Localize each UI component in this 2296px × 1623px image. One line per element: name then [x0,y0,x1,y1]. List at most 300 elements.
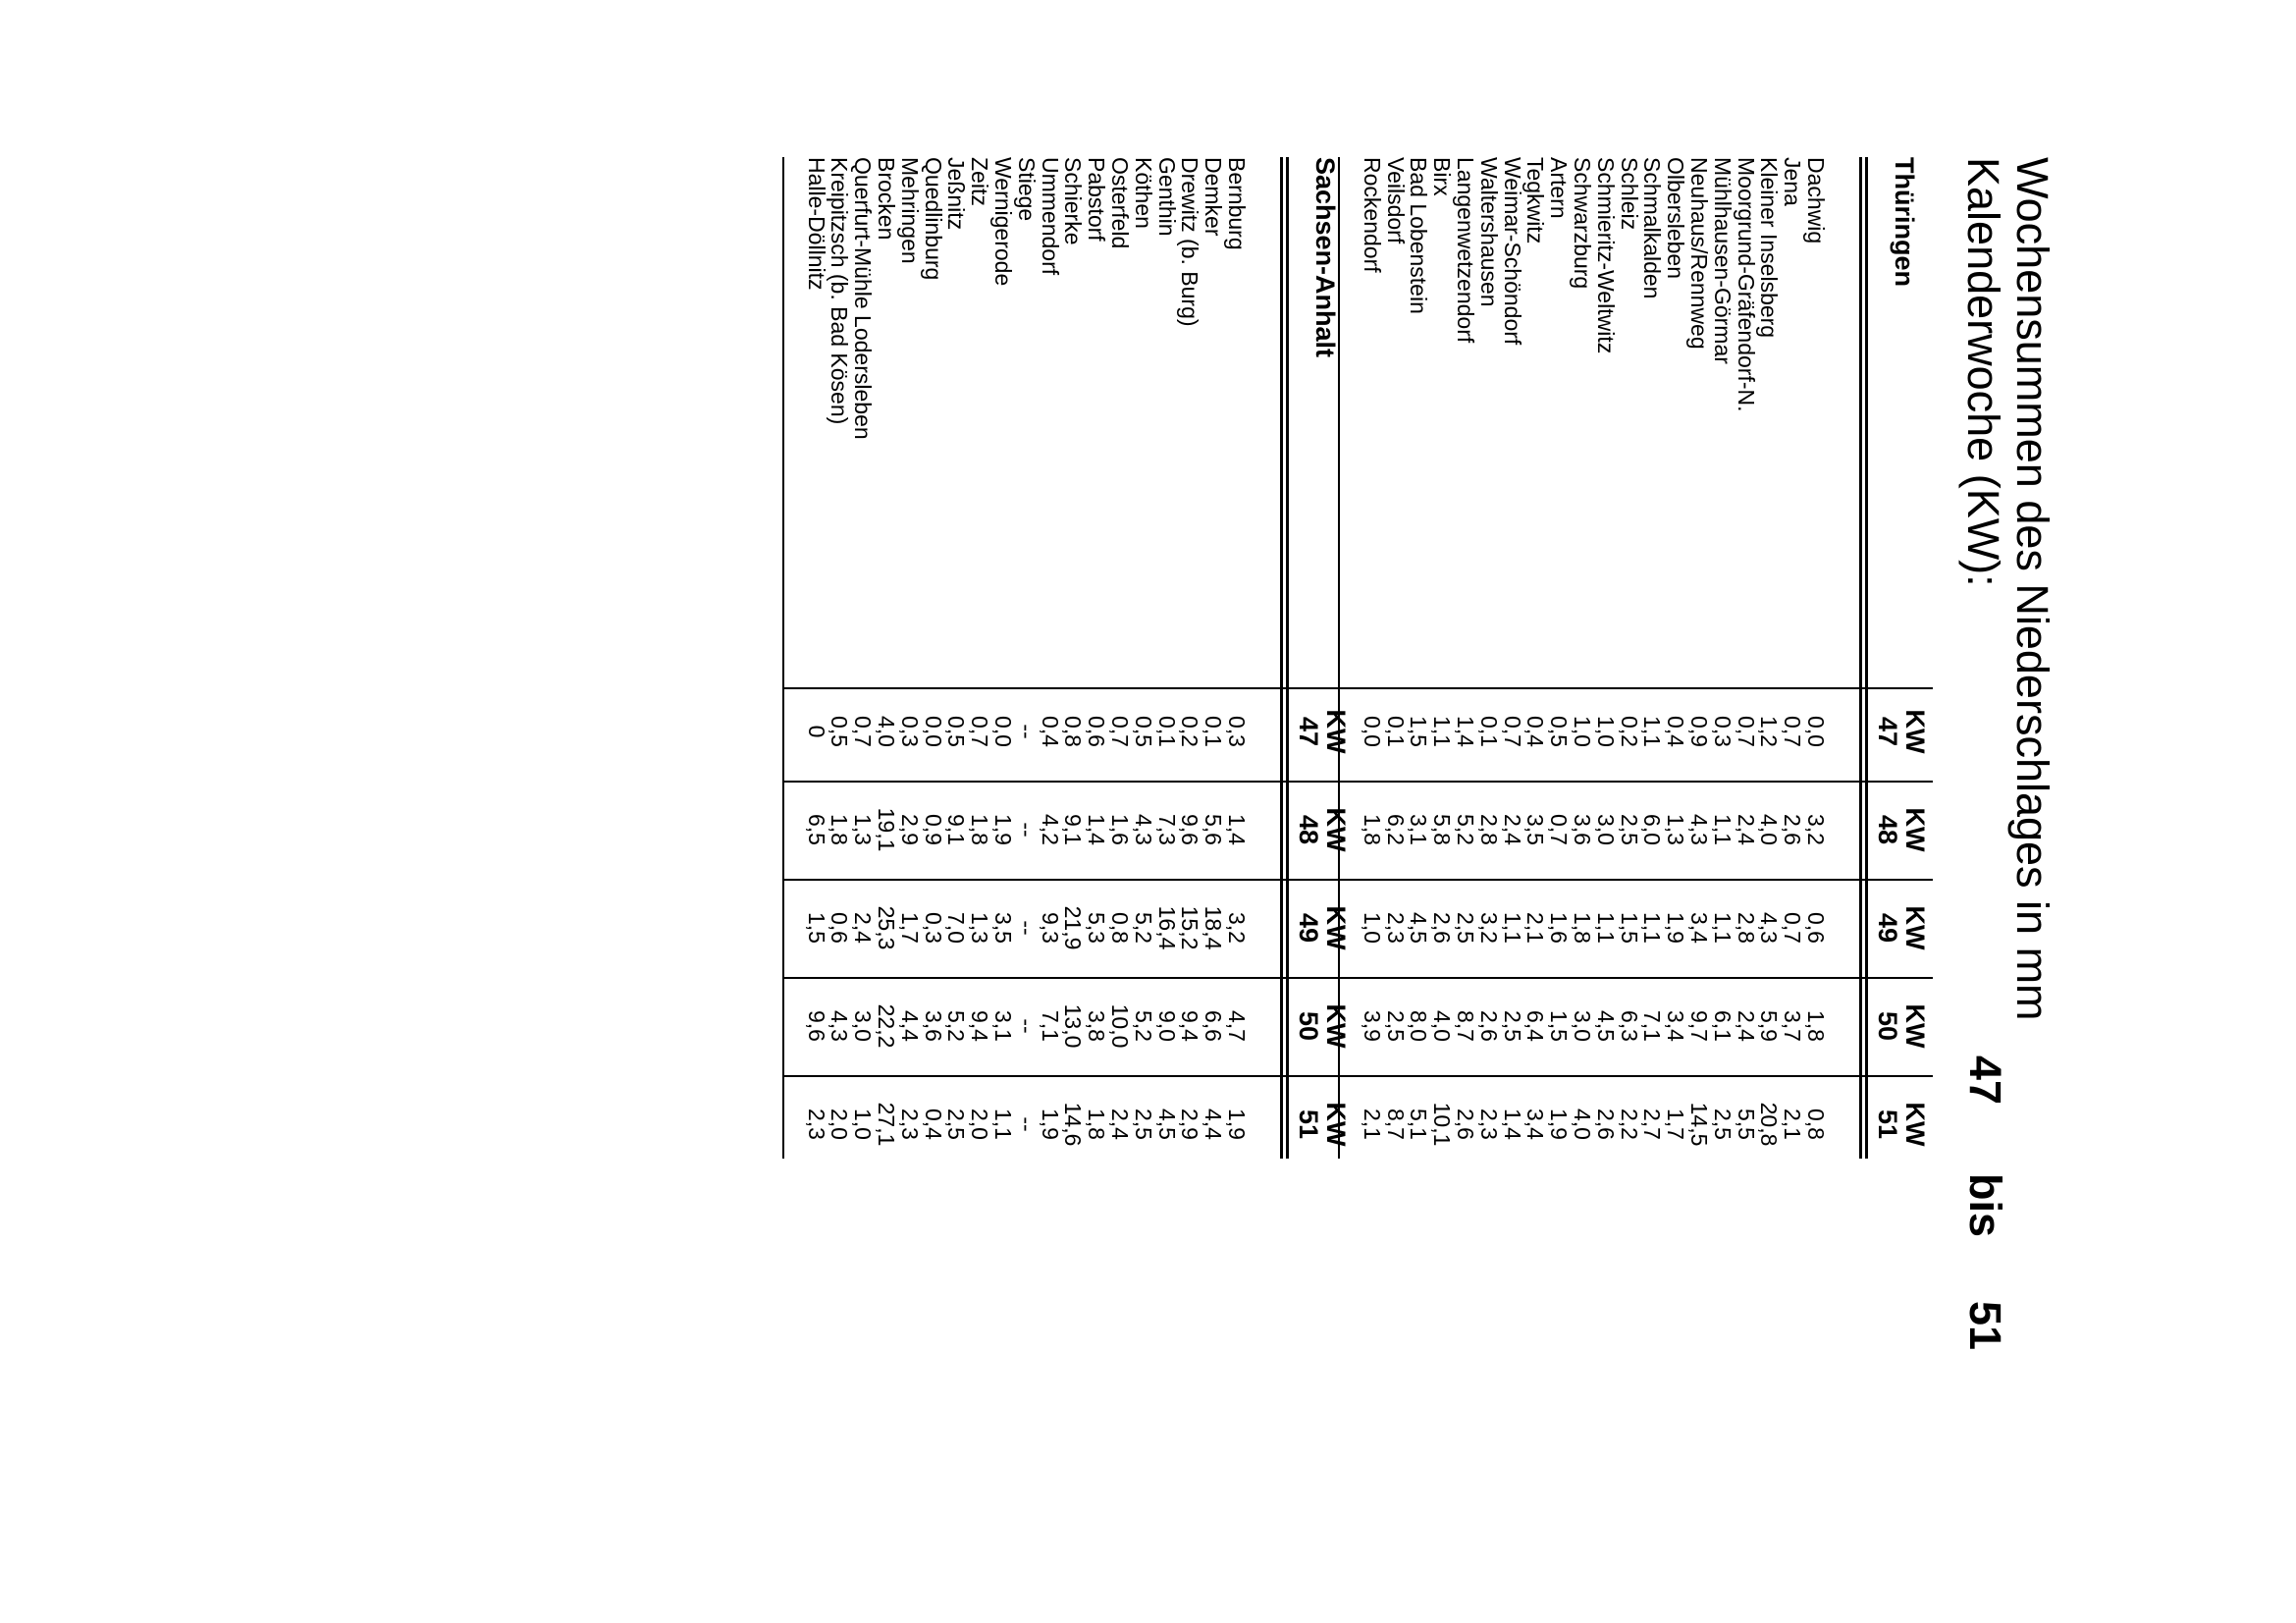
value-cell: 5,1 [1406,1109,1432,1140]
station-name: Köthen [1130,157,1156,229]
table-row [1546,157,1573,1159]
value-cell: 3,1 [1406,814,1432,845]
column-header-number: 50 [1294,1010,1323,1042]
value-cell: 9,4 [967,1010,993,1042]
station-name: Langenwetzendorf [1453,157,1479,344]
value-cell: 4,7 [1224,1010,1250,1042]
value-cell: 9,1 [1060,814,1087,845]
value-cell: 2,3 [1475,1109,1502,1140]
table-row [1523,157,1547,1159]
column-separator [784,781,1354,783]
value-cell: 0,0 [1359,716,1385,747]
value-cell: 0,8 [1060,716,1087,747]
column-header-number: 51 [1873,1109,1902,1140]
table-row [1178,157,1201,1159]
value-cell: 1,9 [1663,912,1689,944]
value-cell: 2,1 [1359,1109,1385,1140]
column-header-number: 47 [1294,716,1323,747]
value-cell: 0,6 [1084,716,1110,747]
column-header-label: KW [1900,1102,1930,1147]
column-header-label: KW [1900,709,1930,754]
table-row [828,157,851,1159]
value-cell: 2,3 [803,1109,829,1140]
value-cell: 1,3 [1663,814,1689,845]
value-cell: 8,7 [1453,1010,1479,1042]
value-cell: 0,1 [1382,716,1409,747]
value-cell: 2,8 [1733,912,1759,944]
table-row [1640,157,1664,1159]
value-cell: 2,7 [1639,1109,1666,1140]
value-cell: 1,9 [990,814,1017,845]
value-cell: 3,4 [1686,912,1713,944]
value-cell: 0,5 [943,716,970,747]
station-name: Weimar-Schöndorf [1499,157,1525,346]
station-name: Birx [1429,157,1456,196]
value-cell: 5,2 [943,1010,970,1042]
station-name: Dachwig [1803,157,1829,244]
station-name: Halle-Döllnitz [803,157,829,291]
value-cell: 2,4 [1733,814,1759,845]
value-cell: 2,0 [827,1109,853,1140]
value-cell: 4,0 [874,716,900,747]
value-cell: 0,7 [1499,716,1525,747]
column-header-number: 50 [1873,1010,1902,1042]
value-cell: 1,8 [1084,1109,1110,1140]
column-separator [784,1075,1354,1077]
value-cell: 1,4 [1084,814,1110,845]
table-row [1084,157,1110,1159]
value-cell: 4,5 [1406,912,1432,944]
value-cell: 1,1 [1639,912,1666,944]
value-cell: 0,2 [1177,716,1203,747]
table-row [921,157,944,1159]
value-cell: 1,3 [850,814,877,845]
station-name: Waltershausen [1475,157,1502,307]
value-cell: 4,2 [1037,814,1063,845]
station-name: Moorgrund-Gräfendorf-N. [1733,157,1759,412]
value-cell: 25,3 [874,905,900,950]
column-header-number: 48 [1873,814,1902,845]
value-cell: 0,3 [920,912,946,944]
station-name: Rockendorf [1359,157,1385,273]
column-separator [1340,1075,1933,1077]
value-cell: 2,6 [1780,814,1806,845]
column-header-label: KW [1900,807,1930,852]
value-cell: 1,8 [967,814,993,845]
column-separator [784,879,1354,881]
value-cell: 0,1 [1201,716,1227,747]
value-cell: 9,1 [943,814,970,845]
station-name: Schwarzburg [1570,157,1596,290]
column-header-label: KW [1321,1003,1351,1049]
value-cell: 0,4 [1663,716,1689,747]
value-cell: 0 [803,725,829,738]
value-cell: 15,2 [1177,905,1203,950]
column-header-label: KW [1900,905,1930,950]
station-name: Schmalkalden [1639,157,1666,299]
value-cell: 3,5 [1522,814,1549,845]
table-row [1038,157,1061,1159]
value-cell: 1,1 [1499,912,1525,944]
column-header-number: 51 [1294,1109,1323,1140]
column-header-number: 48 [1294,814,1323,845]
value-cell: 5,2 [1130,1010,1156,1042]
value-cell: 9,0 [1153,1010,1180,1042]
value-cell: 1,6 [1107,814,1134,845]
value-cell: 2,5 [1499,1010,1525,1042]
value-cell: -- [1013,1116,1040,1132]
value-cell: 2,5 [1453,912,1479,944]
table-row [1201,157,1227,1159]
table-header [1864,157,1933,1159]
value-cell: 9,4 [1177,1010,1203,1042]
value-cell: 4,3 [1130,814,1156,845]
value-cell: 19,1 [874,807,900,852]
value-cell: 1,5 [1406,716,1432,747]
table-row [1407,157,1430,1159]
column-header-number: 49 [1294,912,1323,944]
value-cell: 1,9 [1546,1109,1573,1140]
table-row [1593,157,1617,1159]
table-row [1617,157,1640,1159]
column-separator [784,977,1354,979]
value-cell: 4,5 [1592,1010,1619,1042]
column-separator [1340,977,1933,979]
column-separator [1340,879,1933,881]
value-cell: 5,3 [1084,912,1110,944]
value-cell: 0,7 [850,716,877,747]
value-cell: 0,8 [1803,1109,1829,1140]
table-row [1476,157,1500,1159]
value-cell: 0,3 [1224,716,1250,747]
station-name: Demker [1201,157,1227,237]
table-body [1360,157,1827,1159]
value-cell: 6,6 [1201,1010,1227,1042]
value-cell: 9,6 [1177,814,1203,845]
table-row [1154,157,1178,1159]
column-separator [1340,781,1933,783]
table-row [1360,157,1383,1159]
value-cell: 2,9 [1177,1109,1203,1140]
value-cell: 2,4 [850,912,877,944]
station-name: Veilsdorf [1382,157,1409,244]
station-name: Jena [1780,157,1806,206]
region-title: Thüringen [1890,157,1919,287]
value-cell: 4,0 [1570,1109,1596,1140]
value-cell: 2,5 [1382,1010,1409,1042]
value-cell: 6,2 [1382,814,1409,845]
value-cell: 13,0 [1060,1003,1087,1049]
column-header-label: KW [1900,1003,1930,1049]
value-cell: 5,9 [1756,1010,1783,1042]
header-rule [1286,157,1289,1159]
value-cell: 6,5 [803,814,829,845]
title-to-week: 51 [1960,1301,2010,1351]
value-cell: 2,5 [943,1109,970,1140]
value-cell: 14,5 [1686,1102,1713,1147]
station-name: Schleiz [1616,157,1642,231]
value-cell: 0,3 [896,716,923,747]
value-cell: 0,5 [827,716,853,747]
value-cell: 3,1 [990,1010,1017,1042]
value-cell: 3,2 [1475,912,1502,944]
station-name: Osterfeld [1107,157,1134,249]
station-name: Bad Lobenstein [1406,157,1432,314]
value-cell: 2,6 [1453,1109,1479,1140]
station-name: Tegkwitz [1522,157,1549,244]
value-cell: 8,7 [1382,1109,1409,1140]
table-row [1710,157,1734,1159]
value-cell: 8,0 [1406,1010,1432,1042]
table-row [1224,157,1248,1159]
value-cell: 2,3 [896,1109,923,1140]
table-header [1285,157,1354,1159]
column-header-kw-0 [1295,692,1350,771]
value-cell: -- [1013,1018,1040,1034]
table-row [1429,157,1456,1159]
value-cell: 7,3 [1153,814,1180,845]
value-cell: 3,6 [920,1010,946,1042]
column-separator [784,687,1354,689]
title-line-2: Kalenderwoche (KW): [1958,157,2008,587]
value-cell: 3,6 [1570,814,1596,845]
value-cell: 0,4 [1037,716,1063,747]
table-row [850,157,877,1159]
value-cell: 0,2 [1616,716,1642,747]
value-cell: 16,4 [1153,905,1180,950]
table-row [1014,157,1038,1159]
value-cell: 2,5 [1616,814,1642,845]
value-cell: 9,6 [803,1010,829,1042]
value-cell: 4,0 [1429,1010,1456,1042]
value-cell: 0,7 [1733,716,1759,747]
column-header-label: KW [1321,807,1351,852]
value-cell: -- [1013,724,1040,739]
station-name: Bernburg [1224,157,1250,250]
station-name: Wernigerode [990,157,1017,287]
value-cell: 1,0 [1592,716,1619,747]
value-cell: 0,0 [1803,716,1829,747]
value-cell: 21,9 [1060,905,1087,950]
value-cell: 1,4 [1453,716,1479,747]
value-cell: 1,8 [1359,814,1385,845]
value-cell: 1,2 [1756,716,1783,747]
value-cell: 6,1 [1709,1010,1735,1042]
value-cell: 1,0 [1570,716,1596,747]
value-cell: 0,1 [1475,716,1502,747]
value-cell: 3,9 [1359,1010,1385,1042]
column-header-kw-0 [1874,692,1929,771]
value-cell: 1,8 [1570,912,1596,944]
value-cell: 10,1 [1429,1102,1456,1147]
station-name: Olbersleben [1663,157,1689,280]
title-bis: bis [1960,1173,2010,1238]
value-cell: 0,3 [1709,716,1735,747]
value-cell: 4,3 [1686,814,1713,845]
station-name: Mehringen [896,157,923,264]
value-cell: 0,7 [1780,716,1806,747]
value-cell: 7,1 [1639,1010,1666,1042]
value-cell: 4,0 [1756,814,1783,845]
value-cell: 20,8 [1756,1102,1783,1147]
table-row [804,157,828,1159]
value-cell: 6,0 [1639,814,1666,845]
station-name: Zeitz [967,157,993,206]
value-cell: 22,2 [874,1003,900,1049]
value-cell: 1,6 [1546,912,1573,944]
region-title: Sachsen-Anhalt [1310,157,1340,358]
station-name: Pabstorf [1084,157,1110,242]
value-cell: 3,5 [990,912,1017,944]
value-cell: 27,1 [874,1102,900,1147]
value-cell: 14,6 [1060,1102,1087,1147]
column-header-kw-2 [1874,889,1929,967]
value-cell: 4,3 [1756,912,1783,944]
value-cell: 2,4 [1733,1010,1759,1042]
header-rule [1859,157,1862,1159]
station-name: Drewitz (b. Burg) [1177,157,1203,327]
value-cell: 1,1 [1709,814,1735,845]
station-name: Schierke [1060,157,1087,245]
value-cell: 1,7 [896,912,923,944]
value-cell: 2,6 [1475,1010,1502,1042]
value-cell: 6,4 [1522,1010,1549,1042]
value-cell: 1,5 [1616,912,1642,944]
value-cell: 2,5 [1130,1109,1156,1140]
station-name: Neuhaus/Rennweg [1686,157,1713,350]
column-header-number: 49 [1873,912,1902,944]
value-cell: 1,0 [850,1109,877,1140]
table-row [1061,157,1085,1159]
value-cell: 3,0 [1592,814,1619,845]
column-header-kw-4 [1874,1085,1929,1163]
table-row [1686,157,1713,1159]
table-row [1453,157,1479,1159]
column-header-kw-1 [1295,790,1350,869]
station-name: Artern [1546,157,1573,219]
column-header-kw-3 [1295,987,1350,1065]
value-cell: 0,0 [920,716,946,747]
value-cell: 1,5 [1546,1010,1573,1042]
table-row [1734,157,1757,1159]
value-cell: 18,4 [1201,905,1227,950]
value-cell: 2,6 [1592,1109,1619,1140]
value-cell: 1,5 [803,912,829,944]
value-cell: 6,3 [1616,1010,1642,1042]
value-cell: 2,0 [967,1109,993,1140]
column-header-kw-3 [1874,987,1929,1065]
table-row [1780,157,1806,1159]
value-cell: 0,7 [967,716,993,747]
station-name: Kleiner Inselsberg [1756,157,1783,339]
value-cell: -- [1013,822,1040,838]
title-from-week: 47 [1960,1055,2010,1106]
station-name: Querfurt-Mühle Lodersleben [850,157,877,440]
header-rule [1865,157,1868,1159]
value-cell: 1,9 [1224,1109,1250,1140]
table-row [1570,157,1596,1159]
value-cell: 0,4 [1522,716,1549,747]
value-cell: 0,5 [1130,716,1156,747]
value-cell: 10,0 [1107,1003,1134,1049]
value-cell: 5,6 [1201,814,1227,845]
value-cell: 2,4 [1499,814,1525,845]
value-cell: 5,8 [1429,814,1456,845]
station-name: Brocken [874,157,900,241]
value-cell: 0,9 [1686,716,1713,747]
value-cell: 1,7 [1663,1109,1689,1140]
header-rule [1280,157,1283,1159]
column-header-kw-1 [1874,790,1929,869]
table-row [1663,157,1689,1159]
value-cell: 3,4 [1522,1109,1549,1140]
value-cell: 3,2 [1803,814,1829,845]
column-header-number: 47 [1873,716,1902,747]
value-cell: 2,9 [896,814,923,845]
table-row [1803,157,1827,1159]
station-name: Quedlinburg [920,157,946,281]
station-name: Ummendorf [1037,157,1063,276]
value-cell: 3,4 [1663,1010,1689,1042]
station-name: Stiege [1013,157,1040,222]
column-header-label: KW [1321,709,1351,754]
table-bottom-rule [782,157,784,1159]
column-header-kw-4 [1295,1085,1350,1163]
column-header-label: KW [1321,905,1351,950]
value-cell: 0,7 [1107,716,1134,747]
value-cell: 0,0 [990,716,1017,747]
value-cell: 1,8 [1803,1010,1829,1042]
station-name: Genthin [1153,157,1180,237]
value-cell: 4,3 [827,1010,853,1042]
value-cell: 1,1 [1592,912,1619,944]
title-line-1: Wochensummen des Niederschlages in mm [2007,157,2057,1021]
value-cell: 0,9 [920,814,946,845]
value-cell: 7,1 [1037,1010,1063,1042]
value-cell: 3,7 [1780,1010,1806,1042]
table-row [967,157,993,1159]
station-name: Mühlhausen-Görmar [1709,157,1735,364]
value-cell: 9,7 [1686,1010,1713,1042]
value-cell: 0,8 [1107,912,1134,944]
value-cell: -- [1013,920,1040,936]
value-cell: 2,4 [1107,1109,1134,1140]
value-cell: 5,5 [1733,1109,1759,1140]
value-cell: 3,0 [1570,1010,1596,1042]
value-cell: 1,1 [990,1109,1017,1140]
value-cell: 4,4 [896,1010,923,1042]
value-cell: 2,2 [1616,1109,1642,1140]
value-cell: 1,3 [967,912,993,944]
table-row [1383,157,1407,1159]
table-row [1107,157,1134,1159]
value-cell: 1,4 [1224,814,1250,845]
value-cell: 5,2 [1130,912,1156,944]
value-cell: 2,6 [1429,912,1456,944]
table-sachsen-anhalt [803,157,1354,1159]
value-cell: 2,1 [1522,912,1549,944]
value-cell: 0,6 [827,912,853,944]
table-row [1757,157,1781,1159]
value-cell: 1,1 [1709,912,1735,944]
value-cell: 2,5 [1709,1109,1735,1140]
value-cell: 1,9 [1037,1109,1063,1140]
value-cell: 1,0 [1359,912,1385,944]
column-separator [1340,687,1933,689]
value-cell: 0,1 [1153,716,1180,747]
station-name: Kreipitzsch (b. Bad Kösen) [827,157,853,425]
table-row [897,157,921,1159]
